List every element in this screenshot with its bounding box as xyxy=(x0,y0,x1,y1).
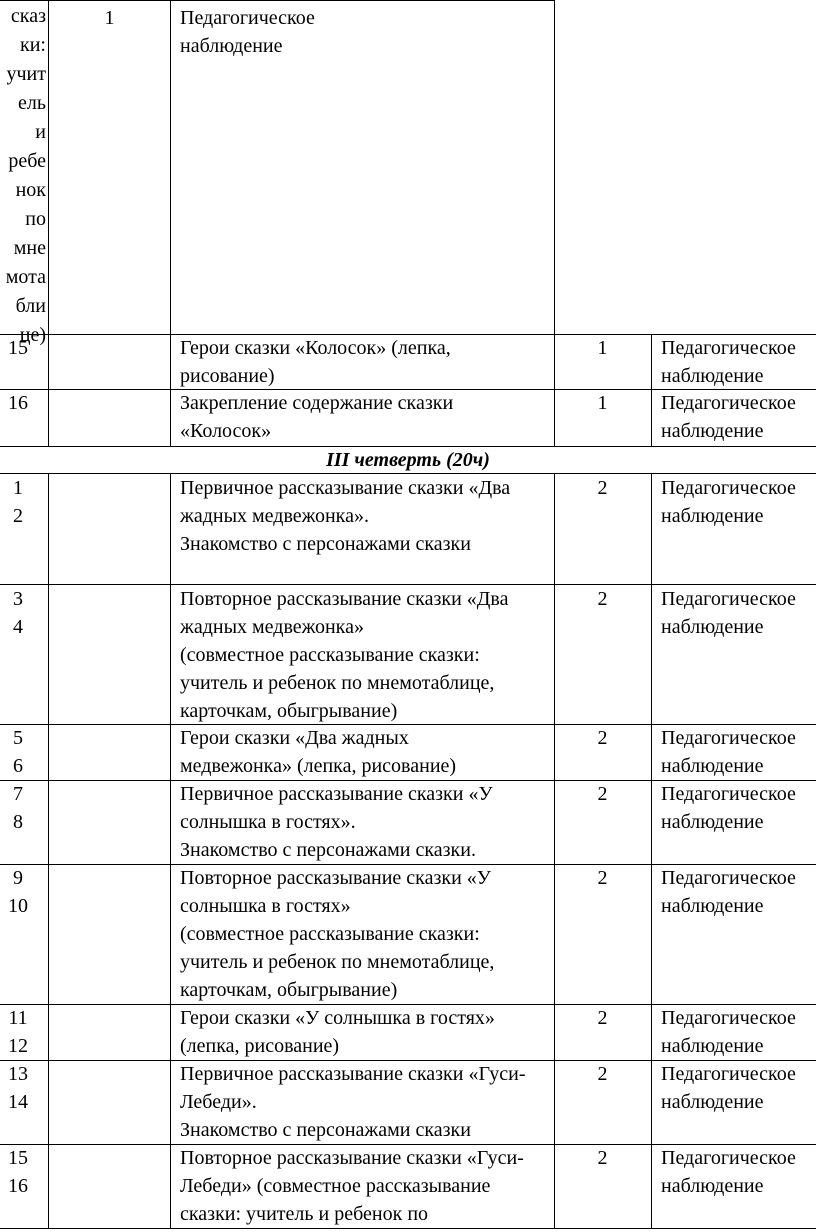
row-hours: 2 xyxy=(597,727,608,749)
row-hours: 1 xyxy=(597,392,608,414)
top-left-fragment xyxy=(0,2,46,350)
row-topic: Первичное рассказывание сказки «Гуси- Лебеди». Знакомство с персонажами сказки xyxy=(180,1063,526,1141)
row-hours: 2 xyxy=(597,867,608,889)
fragment-line: и xyxy=(35,121,46,143)
table-border xyxy=(651,473,652,1228)
row-method: Педагогическое наблюдение xyxy=(661,588,796,638)
row-topic: Повторное рассказывание сказки «Гуси- Лебеди» (совместное рассказывание сказки: учитель и ребенок по xyxy=(180,1147,524,1225)
row-hours: 2 xyxy=(597,477,608,499)
row-method: Педагогическое наблюдение xyxy=(661,867,796,917)
row-method: Педагогическое наблюдение xyxy=(661,1147,796,1197)
row-hours: 2 xyxy=(597,1007,608,1029)
table-border xyxy=(651,334,652,446)
fragment-line: ель xyxy=(18,92,46,114)
row-method: Педагогическое наблюдение xyxy=(661,727,796,777)
row-method: Педагогическое наблюдение xyxy=(661,337,796,387)
top-method: Педагогическое наблюдение xyxy=(180,7,315,57)
row-number: 15 16 xyxy=(8,1147,28,1197)
table-border xyxy=(48,334,49,446)
row-topic: Закрепление содержание сказки «Колосок» xyxy=(180,392,454,442)
row-topic: Повторное рассказывание сказки «У солнышка в гостях» (совместное рассказывание сказки: учитель и ребенок по мнемотаблице, карточкам, обыгрывание) xyxy=(180,867,495,1001)
table-border xyxy=(0,446,816,447)
table-border xyxy=(170,0,171,334)
row-topic: Герои сказки «Два жадных медвежонка» (лепка, рисование) xyxy=(180,727,457,777)
row-number: 13 14 xyxy=(8,1063,28,1113)
row-method: Педагогическое наблюдение xyxy=(661,783,796,833)
row-method: Педагогическое наблюдение xyxy=(661,1063,796,1113)
table-border xyxy=(0,0,554,1)
row-hours: 1 xyxy=(597,337,608,359)
fragment-line: це) xyxy=(19,324,46,346)
fragment-line: нок xyxy=(15,179,46,201)
row-topic: Повторное рассказывание сказки «Два жадных медвежонка» (совместное рассказывание сказки: учитель и ребенок по мнемотаблице, карточкам, обыгрывание) xyxy=(180,588,509,722)
row-number: 1 2 xyxy=(13,477,23,527)
row-number: 9 10 xyxy=(8,867,28,917)
fragment-line: сказ xyxy=(10,5,46,27)
fragment-line: учит xyxy=(6,63,46,85)
row-number: 3 4 xyxy=(13,588,23,638)
row-topic: Первичное рассказывание сказки «У солнышка в гостях». Знакомство с персонажами сказки. xyxy=(180,783,493,861)
row-topic: Первичное рассказывание сказки «Два жадных медвежонка». Знакомство с персонажами сказки xyxy=(180,477,511,555)
row-number: 7 8 xyxy=(13,783,23,833)
table-border xyxy=(170,334,171,446)
fragment-line: мота xyxy=(5,266,46,288)
fragment-line: ки: xyxy=(20,34,46,56)
top-hours: 1 xyxy=(104,7,115,29)
row-number: 15 xyxy=(8,337,28,359)
fragment-line: мне xyxy=(13,237,46,259)
fragment-line: по xyxy=(25,208,46,230)
row-method: Педагогическое наблюдение xyxy=(661,392,796,442)
row-method: Педагогическое наблюдение xyxy=(661,477,796,527)
row-number: 5 6 xyxy=(13,727,23,777)
quarter-heading: III четверть (20ч) xyxy=(326,449,490,471)
fragment-line: бли xyxy=(15,295,46,317)
table-border xyxy=(48,0,49,334)
row-topic: Герои сказки «У солнышка в гостях» (лепка, рисование) xyxy=(180,1007,495,1057)
row-number: 11 12 xyxy=(8,1007,28,1057)
row-hours: 2 xyxy=(597,588,608,610)
table-border xyxy=(48,473,49,1228)
row-hours: 2 xyxy=(597,1147,608,1169)
row-hours: 2 xyxy=(597,783,608,805)
row-topic: Герои сказки «Колосок» (лепка, рисование) xyxy=(180,337,451,387)
row-hours: 2 xyxy=(597,1063,608,1085)
fragment-line: ребе xyxy=(8,150,46,172)
row-method: Педагогическое наблюдение xyxy=(661,1007,796,1057)
table-border xyxy=(554,0,555,334)
row-number: 16 xyxy=(8,392,28,414)
table-border xyxy=(170,473,171,1228)
table-border xyxy=(0,1228,816,1229)
